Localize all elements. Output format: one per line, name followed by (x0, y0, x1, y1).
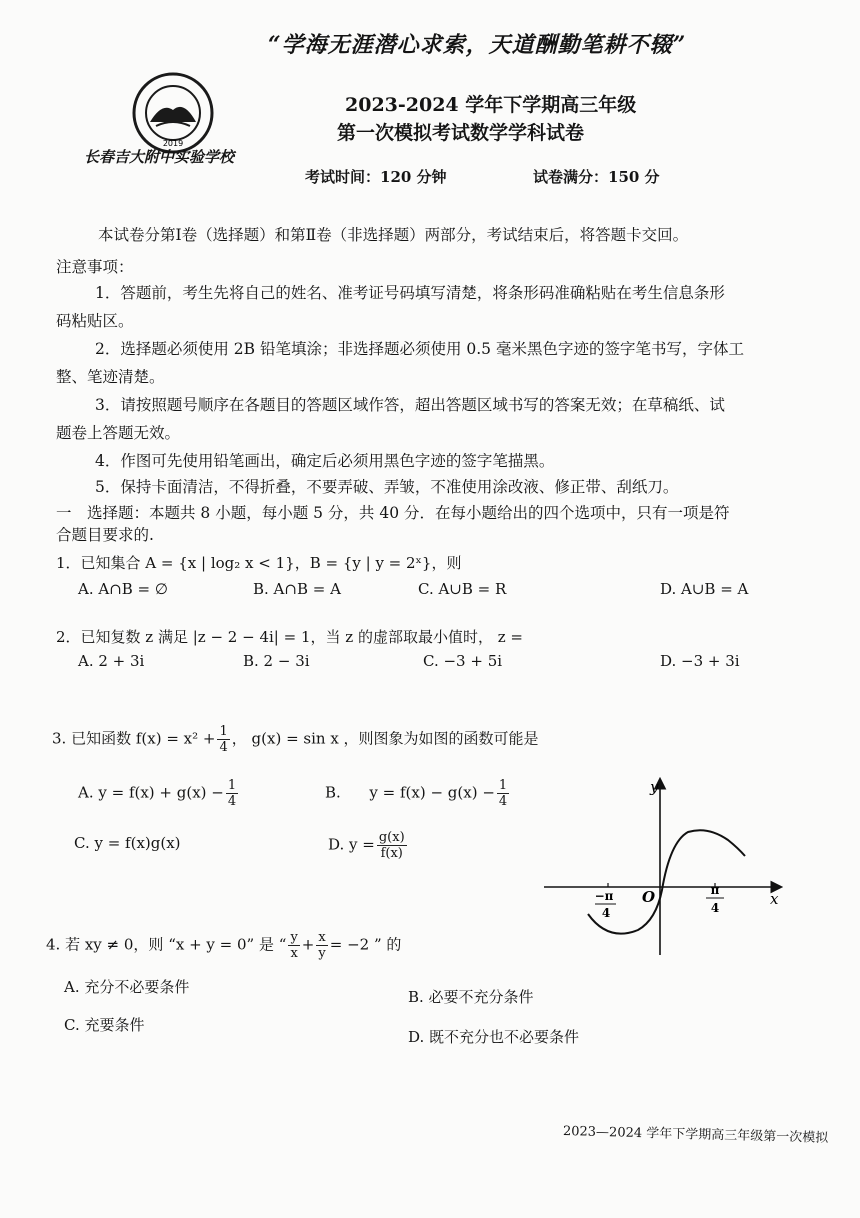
notes-heading: 注意事项： (56, 258, 134, 276)
q4-option-b: B. 必要不充分条件 (408, 988, 534, 1006)
q4-option-a: A. 充分不必要条件 (64, 978, 190, 996)
note-4: 4．作图可先使用铅笔画出，确定后必须用黑色字迹的签字笔描黑。 (95, 452, 555, 470)
origin-label: O (642, 888, 656, 906)
q3-option-a: A. y = f(x) + g(x) − $\frac{1}{4}$ (78, 778, 237, 809)
tick-neg-pi-num: −π (594, 889, 614, 903)
q1-option-b: B. A∩B = A (253, 580, 341, 598)
motto: “学海无涯潜心求索，天道酬勤笔耕不辍” (268, 32, 687, 58)
note-3-cont: 题卷上答题无效。 (56, 424, 181, 442)
q1-option-d: D. A∪B = A (660, 580, 749, 598)
exam-title-line1: 2023-2024 学年下学期高三年级 (345, 94, 637, 116)
q4-option-d: D. 既不充分也不必要条件 (408, 1028, 580, 1046)
tick-neg-pi-den: 4 (601, 906, 611, 920)
logo-year: 2019 (162, 139, 184, 148)
q3-stem-pre: 3. 已知函数 f(x) = x² + (52, 729, 216, 748)
q4-option-c: C. 充要条件 (64, 1016, 145, 1034)
q2-option-b: B. 2 − 3i (243, 652, 310, 670)
q3-stem-post: ， g(x) = sin x ，则图象为如图的函数可能是 (231, 729, 539, 748)
school-logo (132, 72, 214, 154)
note-2-cont: 整、笔迹清楚。 (56, 368, 165, 386)
y-axis-label: y (650, 778, 659, 796)
full-mark: 试卷满分：150 分 (533, 168, 660, 186)
q4-stem: 4. 若 xy ≠ 0，则 “x + y = 0” 是 “ $\frac{y}{x}$ + $\frac{x}{y}$ = −2 ” 的 (46, 930, 402, 961)
curve (588, 830, 745, 933)
note-1-cont: 码粘贴区。 (56, 312, 134, 330)
q3-option-b: B. y = f(x) − g(x) − $\frac{1}{4}$ (325, 778, 508, 809)
q2-option-a: A. 2 + 3i (78, 652, 145, 670)
intro-text: 本试卷分第Ⅰ卷（选择题）和第Ⅱ卷（非选择题）两部分，考试结束后，将答题卡交回。 (98, 226, 689, 244)
note-2: 2．选择题必须使用 2B 铅笔填涂；非选择题必须使用 0.5 毫米黑色字迹的签字笔书写，字体工 (95, 340, 744, 358)
q1-option-c: C. A∪B = R (418, 580, 507, 598)
section-1-heading: 一 选择题：本题共 8 小题，每小题 5 分，共 40 分．在每小题给出的四个选项中，只有一项是符 (56, 504, 730, 522)
exam-title-line2: 第一次模拟考试数学学科试卷 (337, 122, 585, 144)
school-name: 长春吉大附中实验学校 (84, 148, 235, 166)
function-graph (538, 770, 788, 960)
q1-stem: 1．已知集合 A = {x | log₂ x < 1}，B = {y | y = 2ˣ}，则 (56, 554, 462, 572)
q2-option-c: C. −3 + 5i (423, 652, 503, 670)
q3-stem (52, 724, 539, 755)
tick-pi-den: 4 (710, 901, 720, 915)
section-1-heading-cont: 合题目要求的. (56, 526, 154, 544)
q2-stem: 2．已知复数 z 满足 |z − 2 − 4i| = 1，当 z 的虚部取最小值时， z = (56, 628, 523, 646)
note-3: 3．请按照题号顺序在各题目的答题区域作答，超出答题区域书写的答案无效；在草稿纸、试 (95, 396, 725, 414)
exam-time: 考试时间：120 分钟 (305, 168, 447, 186)
q2-option-d: D. −3 + 3i (660, 652, 740, 670)
q3-option-c: C. y = f(x)g(x) (74, 834, 181, 852)
x-axis-label: x (770, 890, 779, 908)
q3-fraction: $\frac{1}{4}$ (219, 724, 228, 755)
q1-option-a: A. A∩B = ∅ (78, 580, 168, 598)
note-1: 1．答题前，考生先将自己的姓名、准考证号码填写清楚，将条形码准确粘贴在考生信息条形 (95, 284, 725, 302)
q3-option-d: D. y = $\frac{g(x)}{f(x)}$ (328, 830, 405, 861)
page-footer: 2023—2024 学年下学期高三年级第一次模拟 (562, 1124, 829, 1146)
tick-pi-num: π (710, 883, 720, 897)
note-5: 5．保持卡面清洁，不得折叠，不要弄破、弄皱，不准使用涂改液、修正带、刮纸刀。 (95, 478, 679, 496)
